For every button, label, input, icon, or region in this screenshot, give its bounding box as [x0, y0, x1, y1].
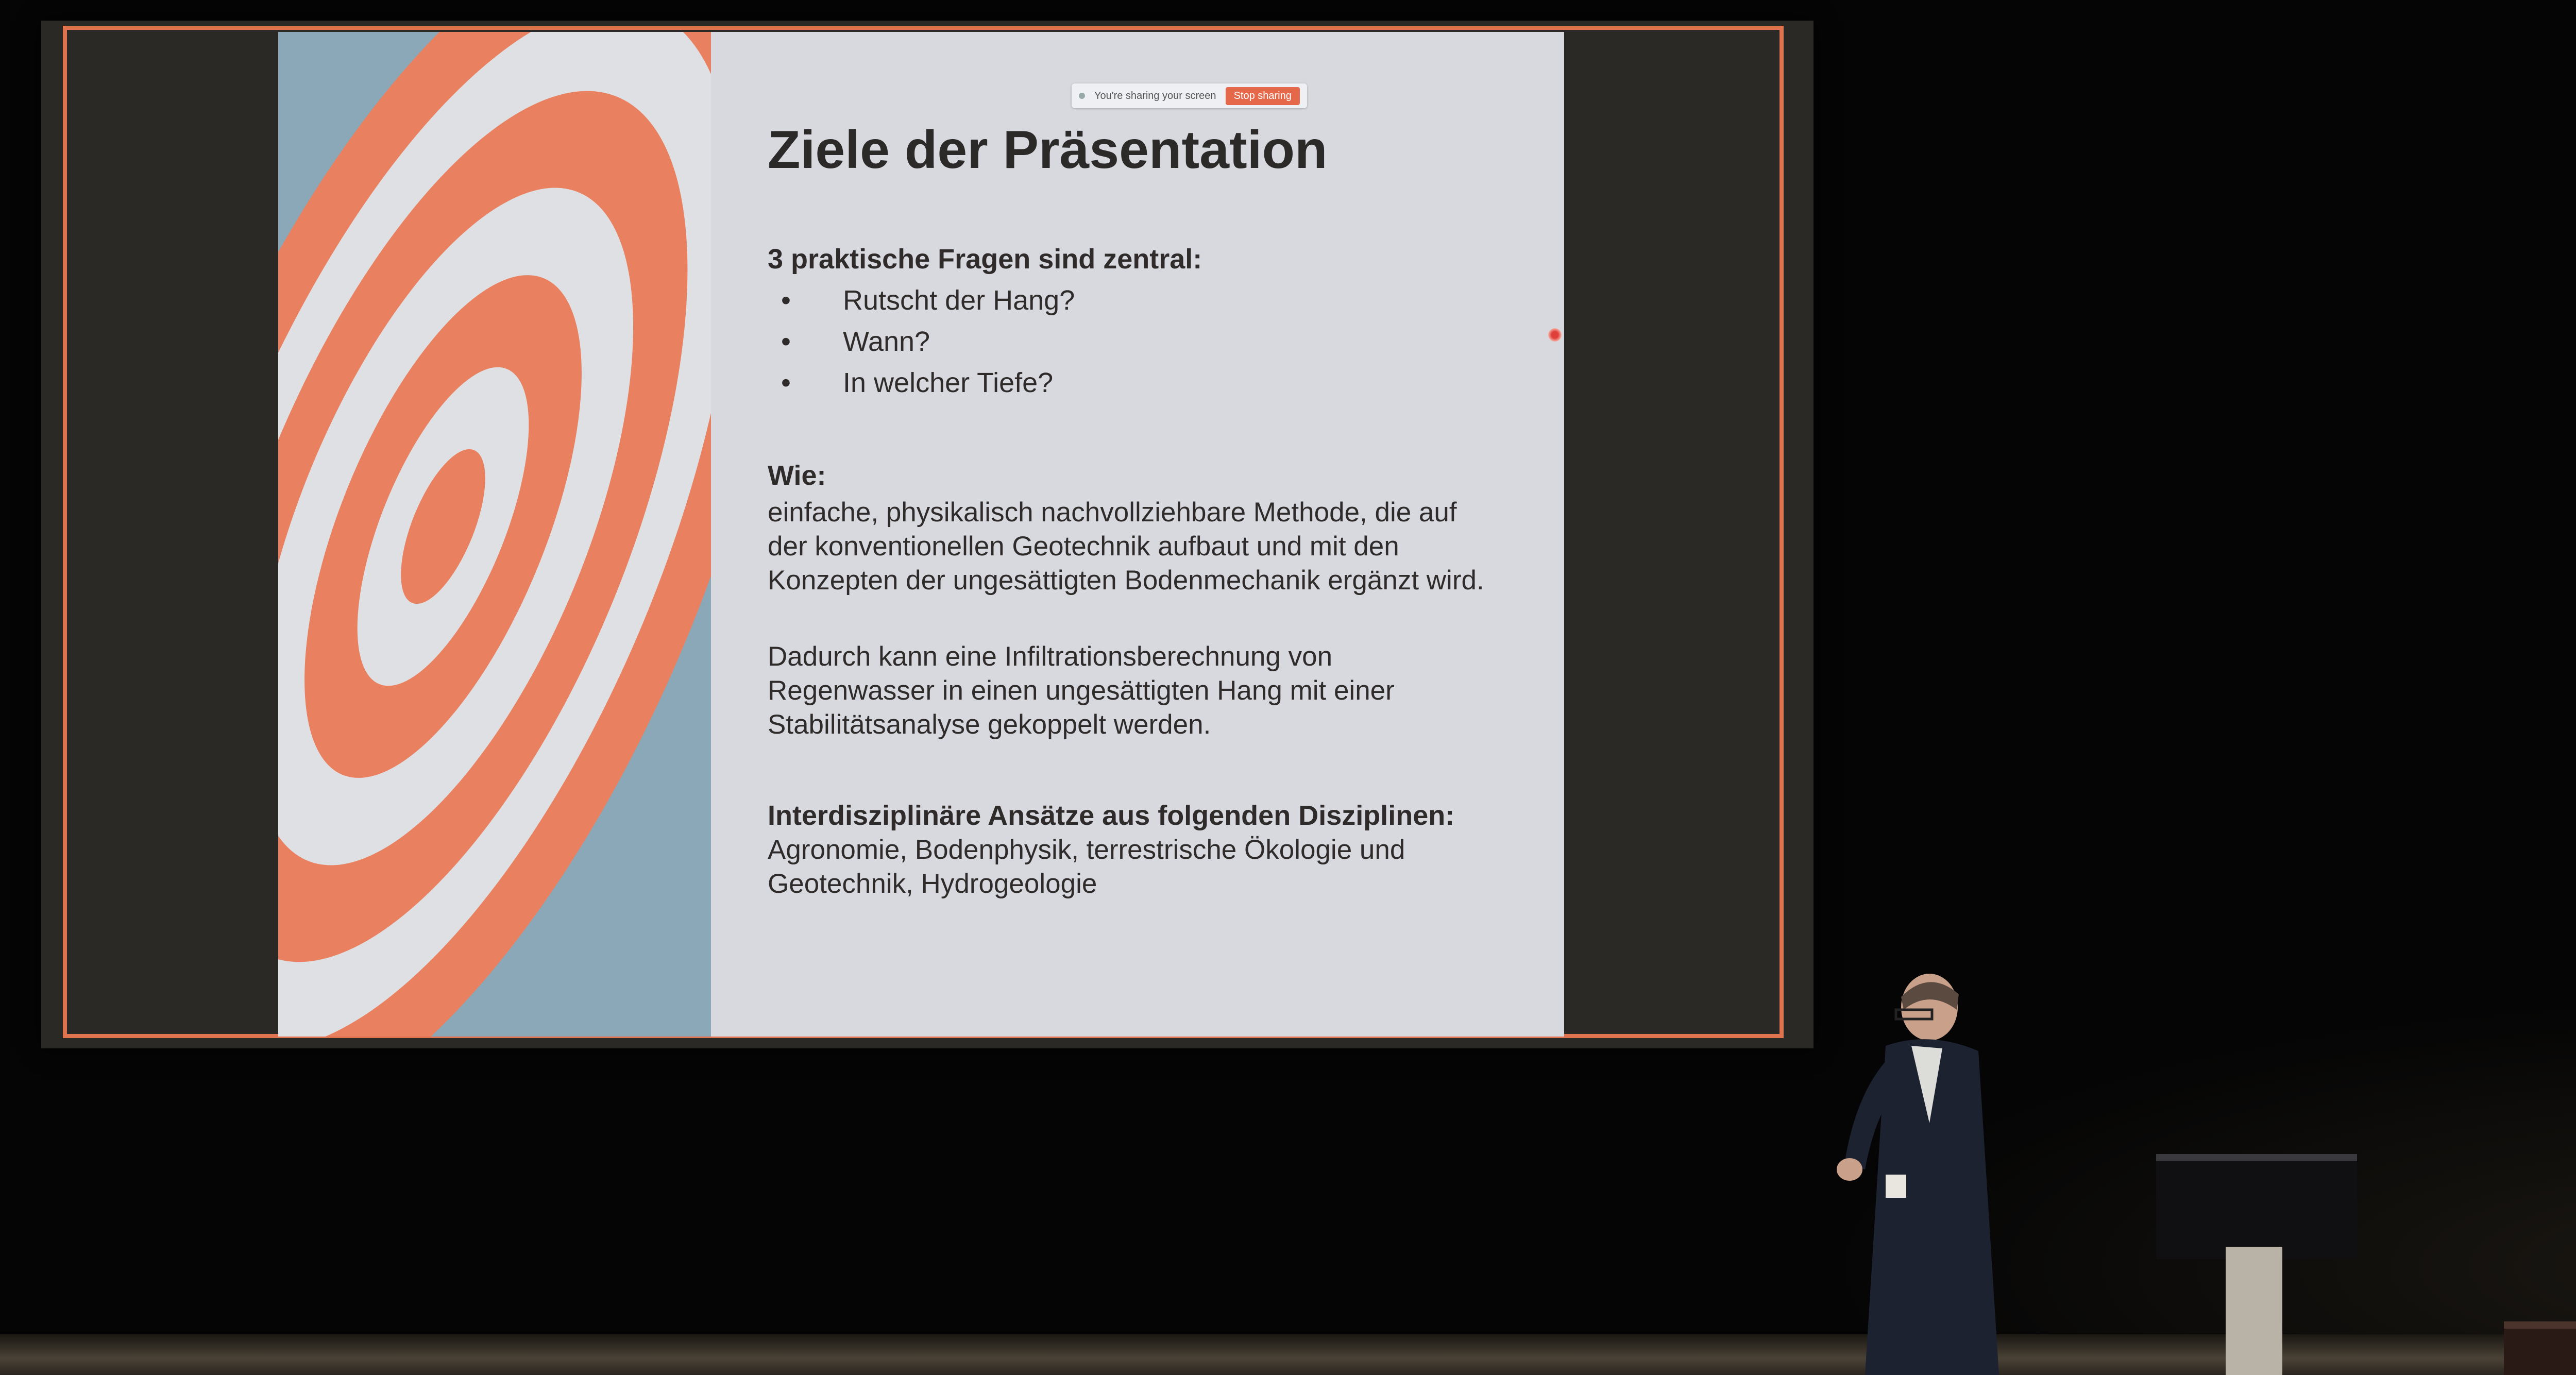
stop-sharing-button[interactable]: Stop sharing	[1226, 87, 1300, 105]
questions-heading: 3 praktische Fragen sind zentral:	[768, 244, 1202, 275]
question-item	[781, 367, 1053, 399]
share-status-icon	[1079, 93, 1085, 99]
how-heading: Wie:	[768, 460, 826, 491]
share-status-text: You're sharing your screen	[1094, 90, 1216, 101]
disciplines-heading: Interdisziplinäre Ansätze aus folgenden Disziplinen:	[768, 800, 1455, 831]
presentation-slide	[278, 32, 1564, 1037]
slide-title: Ziele der Präsentation	[768, 120, 1328, 180]
presenter	[1824, 969, 2056, 1375]
disciplines-text: Agronomie, Bodenphysik, terrestrische Ökologie und Geotechnik, Hydrogeologie	[768, 835, 1405, 899]
target-graphic	[278, 32, 716, 1037]
stage-monitor	[2156, 1154, 2357, 1259]
question-text: Wann?	[843, 326, 930, 357]
how-paragraph-method: einfache, physikalisch nachvollziehbare Methode, die auf der konventionellen Geotechnik aufbaut und mit den Konzepten der ungesättigten Bodenmechanik ergänzt wird.	[768, 497, 1484, 596]
question-item	[781, 326, 930, 358]
bullet-icon: •	[781, 285, 791, 316]
bullet-icon: •	[781, 326, 791, 357]
question-text: Rutscht der Hang?	[843, 285, 1075, 316]
bullet-icon: •	[781, 367, 791, 398]
screen-share-bar	[1072, 83, 1307, 108]
question-text: In welcher Tiefe?	[843, 367, 1054, 398]
laser-pointer-dot	[1548, 328, 1562, 342]
monitor-stand	[2226, 1247, 2282, 1375]
how-paragraph-coupling: Dadurch kann eine Infiltrationsberechnung von Regenwasser in einen ungesättigten Hang mit einer Stabilitätsanalyse gekoppelt werden.	[768, 641, 1395, 740]
lectern	[2494, 1185, 2576, 1375]
question-item	[781, 284, 1075, 316]
stage-floor	[0, 1334, 2576, 1375]
